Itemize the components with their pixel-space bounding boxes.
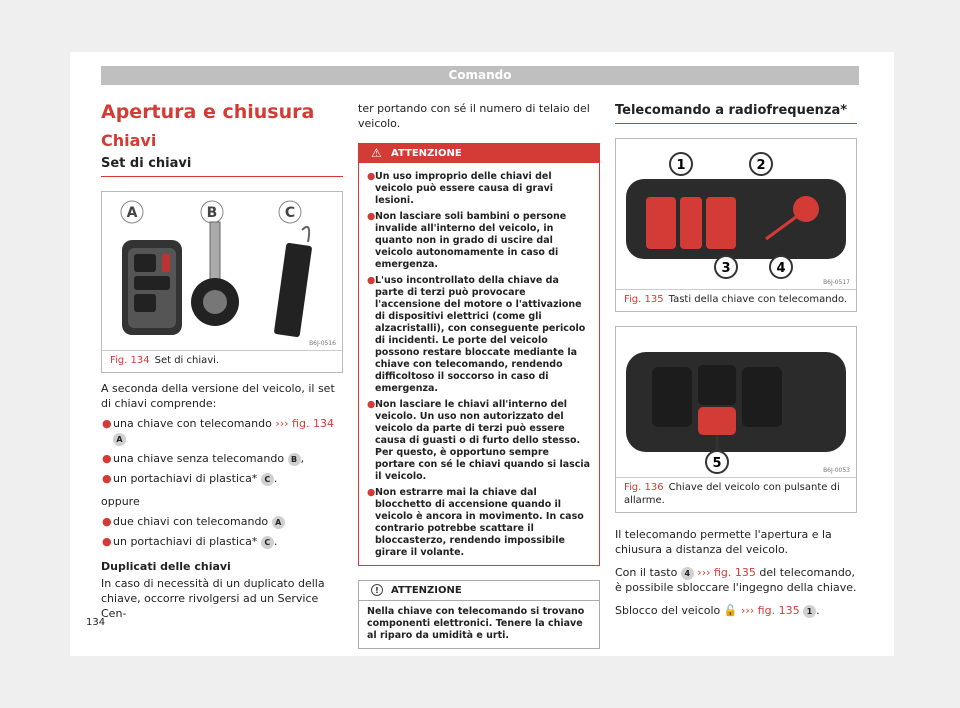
column-1 bbox=[101, 95, 343, 621]
list-item: ● una chiave senza telecomando B , bbox=[102, 452, 305, 465]
label-a: A bbox=[126, 205, 138, 221]
bullet-icon: ● bbox=[102, 515, 112, 528]
dup-paragraph: In caso di necessità di un duplicato della chiave, occorre rivolgersi ad un Service Cen- bbox=[101, 577, 325, 620]
marker-badge: 4 bbox=[681, 567, 694, 580]
marker-badge: A bbox=[113, 433, 126, 446]
figure-number: Fig. 135 bbox=[624, 294, 664, 305]
list-item: ● un portachiavi di plastica* C . bbox=[102, 535, 278, 548]
bullet-icon: ● bbox=[367, 275, 376, 286]
bullet-icon: ● bbox=[102, 417, 112, 430]
column-3 bbox=[615, 95, 857, 618]
subsection-title: Chiavi bbox=[101, 131, 157, 150]
bullet-icon: ● bbox=[367, 399, 376, 410]
marker-badge: C bbox=[261, 473, 274, 486]
figure-caption-text: Tasti della chiave con telecomando. bbox=[668, 294, 848, 305]
figure-link[interactable]: ››› fig. 135 bbox=[740, 604, 800, 617]
warning-item: ● L'uso incontrollato della chiave da parte di terzi può provocare l'accensione del motore o l'attivazione di dispositivi elettrici (come gli alzacristalli), con conseguente pericolo di incidenti. Le porte del veicolo possono restare bloccate mediante la chiave con telecomando, rendendo difficoltoso il soccorso in caso di emergenza. bbox=[367, 275, 586, 394]
warning-triangle-icon: ⚠ bbox=[371, 146, 382, 160]
figure-caption bbox=[102, 350, 342, 372]
warning-item: ● Non lasciare soli bambini o persone invalide all'interno del veicolo, in quanto non in grado di uscire dal veicolo autonomamente in caso di emergenza. bbox=[367, 211, 567, 270]
callout-4: 4 bbox=[776, 261, 786, 276]
oppure-text: oppure bbox=[101, 495, 140, 508]
warning-item: ● Non lasciare le chiavi all'interno del veicolo. Un uso non autorizzato del veicolo da parte di terzi può essere causa di guasti o di furto dello stesso. Per questo, è opportuno sempre portare con sé le chiavi quando si lascia il veicolo. bbox=[367, 399, 591, 482]
bullet-icon: ● bbox=[367, 487, 376, 498]
label-c: C bbox=[284, 205, 296, 221]
marker-badge: A bbox=[272, 516, 285, 529]
marker-badge: 1 bbox=[803, 605, 816, 618]
list-item: ● una chiave con telecomando ››› fig. 134 A bbox=[102, 417, 334, 444]
note-box bbox=[358, 580, 600, 649]
figure-number: Fig. 136 bbox=[624, 482, 664, 493]
bullet-icon: ● bbox=[102, 535, 112, 548]
figure-135 bbox=[615, 138, 857, 312]
unlock-icon: 🔓 bbox=[723, 604, 738, 617]
bullet-icon: ● bbox=[102, 472, 112, 485]
callout-1: 1 bbox=[676, 158, 686, 173]
figure-caption-text: Chiave del veicolo con pulsante di allarme. bbox=[624, 482, 840, 506]
figure-136 bbox=[615, 326, 857, 513]
section-title: Apertura e chiusura bbox=[101, 101, 315, 123]
figure-134 bbox=[101, 191, 343, 373]
paragraph: Con il tasto 4 ››› fig. 135 del telecomando, è possibile sbloccare l'ingegno della chiave. bbox=[615, 566, 857, 594]
warning-body bbox=[359, 163, 599, 565]
dup-title: Duplicati delle chiavi bbox=[101, 560, 231, 573]
intro-paragraph: A seconda della versione del veicolo, il set di chiavi comprende: bbox=[101, 382, 335, 410]
figure-134-image bbox=[102, 192, 342, 350]
paragraph: Sblocco del veicolo 🔓 ››› fig. 135 1 . bbox=[615, 604, 820, 617]
figure-code: B6J-0517 bbox=[823, 279, 850, 286]
info-icon: ! bbox=[371, 584, 383, 596]
warning-item: ● Non estrarre mai la chiave dal blocchetto di accensione quando il veicolo è ancora in movimento. In caso contrario potrebbe scattare il bloccasterzo, rendendo impossibile girare il volante. bbox=[367, 487, 584, 558]
figure-caption-text: Set di chiavi. bbox=[154, 355, 220, 366]
note-header: ! ATTENZIONE bbox=[359, 581, 599, 601]
figure-link[interactable]: ››› fig. 134 bbox=[275, 417, 334, 430]
warning-item: ● Un uso improprio delle chiavi del veicolo può essere causa di gravi lesioni. bbox=[367, 171, 554, 206]
figure-136-image bbox=[616, 327, 856, 477]
list-item: ● un portachiavi di plastica* C . bbox=[102, 472, 278, 485]
key-set-illustration bbox=[102, 192, 342, 350]
topic-title: Telecomando a radiofrequenza* bbox=[615, 103, 857, 124]
page-number: 134 bbox=[86, 617, 106, 628]
list-item: ● due chiavi con telecomando A bbox=[101, 514, 343, 529]
marker-badge: B bbox=[288, 453, 301, 466]
paragraph: Il telecomando permette l'apertura e la chiusura a distanza del veicolo. bbox=[615, 528, 832, 556]
continued-paragraph: ter portando con sé il numero di telaio del veicolo. bbox=[358, 102, 590, 130]
remote-key-icon bbox=[122, 240, 182, 335]
figure-number: Fig. 134 bbox=[110, 355, 150, 366]
topic-title: Set di chiavi bbox=[101, 156, 343, 177]
plain-key-icon bbox=[191, 222, 239, 326]
column-2 bbox=[358, 95, 600, 649]
warning-box bbox=[358, 143, 600, 566]
figure-caption bbox=[616, 477, 856, 512]
warning-header: ⚠ ATTENZIONE bbox=[359, 144, 599, 163]
key-tag-icon bbox=[274, 227, 313, 337]
callout-5: 5 bbox=[712, 456, 722, 471]
figure-135-image bbox=[616, 139, 856, 289]
bullet-icon: ● bbox=[102, 452, 112, 465]
alarm-key-illustration bbox=[616, 327, 856, 477]
figure-link[interactable]: ››› fig. 135 bbox=[693, 566, 756, 579]
label-b: B bbox=[206, 205, 218, 221]
note-body: Nella chiave con telecomando si trovano componenti elettronici. Tenere la chiave al riparo da umidità e urti. bbox=[367, 606, 585, 641]
page-header: Comando bbox=[101, 66, 859, 85]
callout-3: 3 bbox=[721, 261, 731, 276]
figure-code: B6J-0516 bbox=[309, 340, 336, 347]
marker-badge: C bbox=[261, 536, 274, 549]
figure-code: B6J-0053 bbox=[823, 467, 850, 474]
figure-caption bbox=[616, 289, 856, 311]
remote-buttons-illustration bbox=[616, 139, 856, 289]
bullet-icon: ● bbox=[367, 171, 376, 182]
callout-2: 2 bbox=[756, 158, 766, 173]
bullet-icon: ● bbox=[367, 211, 376, 222]
